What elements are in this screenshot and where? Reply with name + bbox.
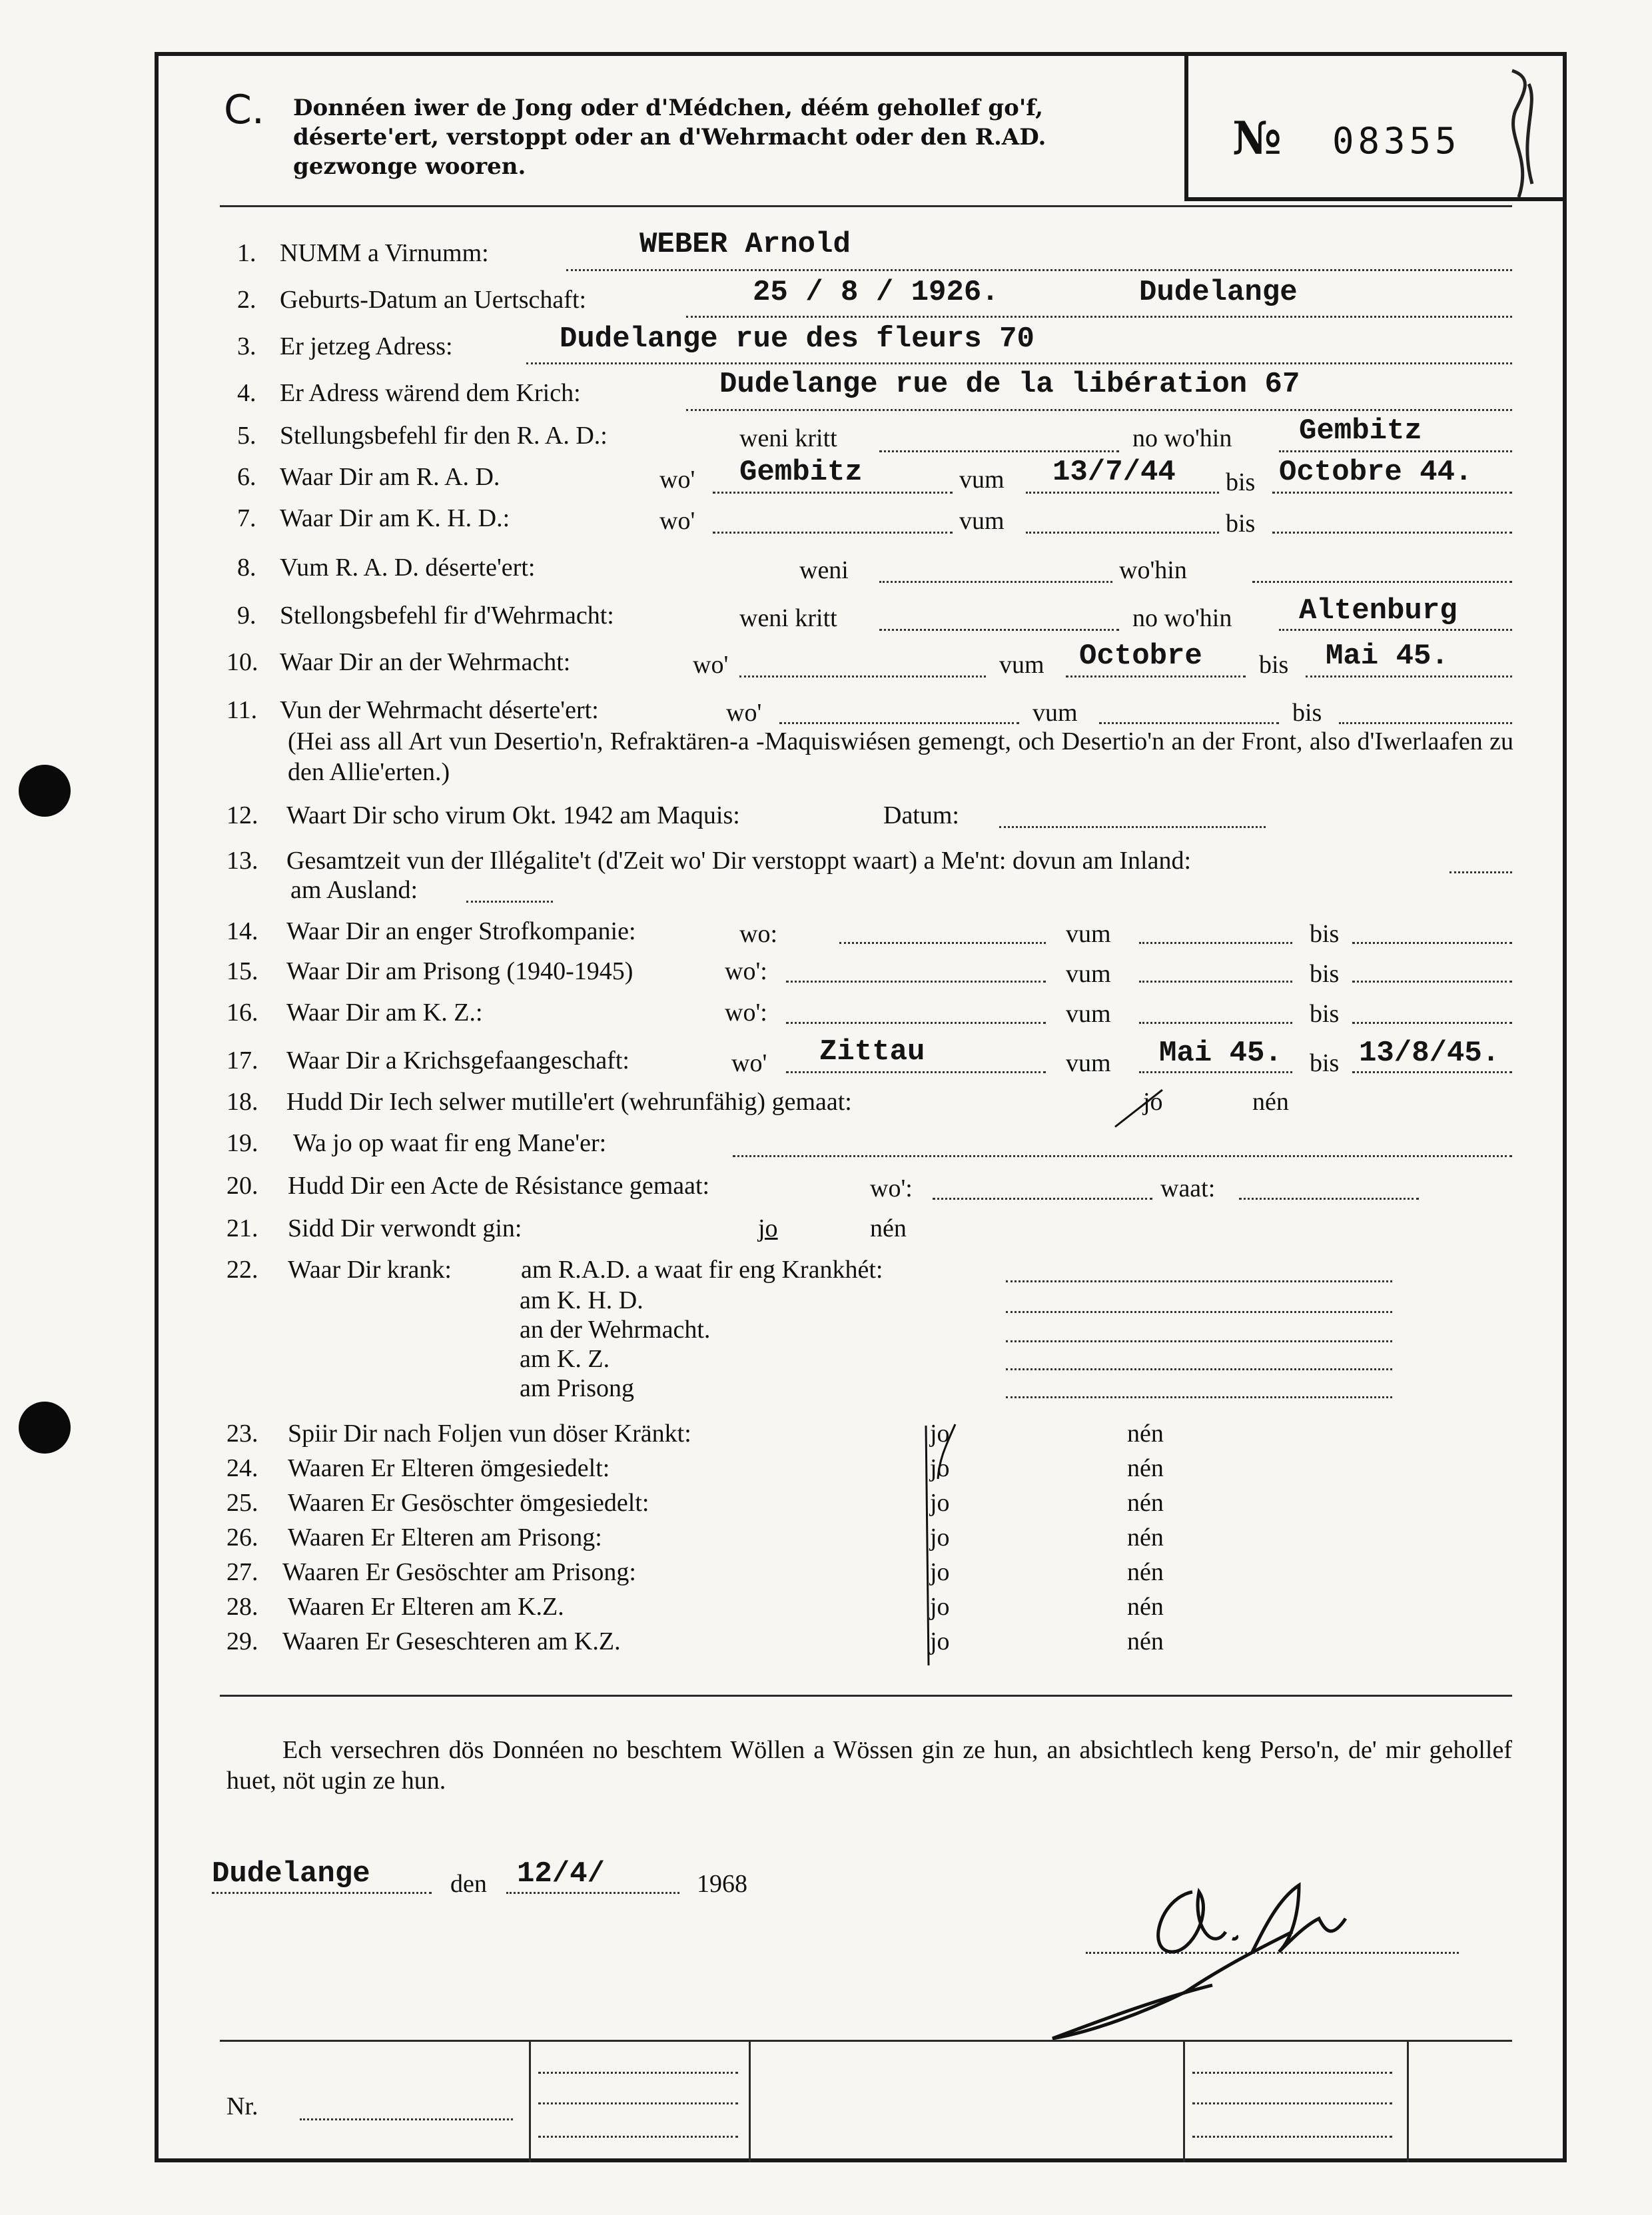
row-6-key-1: wo' xyxy=(659,466,695,494)
row-22-line-3 xyxy=(1006,1340,1392,1342)
row-8-label: Vum R. A. D. déserte'ert: xyxy=(280,554,536,582)
row-12-number: 12. xyxy=(226,801,258,829)
punch-hole-bottom xyxy=(19,1402,71,1454)
row-24-label: Waaren Er Elteren ömgesiedelt: xyxy=(288,1454,610,1482)
footer-c1-line-2 xyxy=(538,2102,738,2104)
row-7-line-3 xyxy=(1272,532,1512,534)
row-17-value-1: Zittau xyxy=(819,1035,925,1069)
row-8-line-2 xyxy=(1252,581,1512,583)
row-17-value-2: Mai 45. xyxy=(1159,1037,1282,1070)
row-8-number: 8. xyxy=(237,554,256,582)
row-15-line-3 xyxy=(1352,981,1512,983)
row-19-number: 19. xyxy=(226,1129,258,1157)
declaration-text: Ech versechren dös Donnéen no beschtem Wöllen a Wössen gin ze hun, an absichtlech keng Perso'n, de' mir gehollef huet, nöt ugin ze hun. xyxy=(226,1736,1512,1795)
footer-c1-line-3 xyxy=(538,2136,738,2138)
row-5-value-2: Gembitz xyxy=(1299,414,1422,448)
row-6-line-2 xyxy=(1026,492,1219,494)
row-5-key-2: no wo'hin xyxy=(1132,424,1232,452)
row-14-line-2 xyxy=(1139,942,1292,944)
row-17-line-2 xyxy=(1139,1071,1292,1073)
footer-c1-line-1 xyxy=(538,2072,738,2074)
row-28-nen: nén xyxy=(1127,1593,1164,1621)
row-21-number: 21. xyxy=(226,1214,258,1242)
row-7-number: 7. xyxy=(237,504,256,532)
row-22-line-1 xyxy=(1006,1280,1392,1282)
row-3-line xyxy=(526,362,1512,364)
signature-place: Dudelange xyxy=(212,1857,370,1891)
signature-den: den xyxy=(450,1870,487,1898)
row-22-sub-3: am K. Z. xyxy=(520,1345,610,1373)
row-16-number: 16. xyxy=(226,999,258,1027)
row-7-key-3: bis xyxy=(1226,510,1256,538)
row-22-line-2 xyxy=(1006,1311,1392,1313)
row-27-nen: nén xyxy=(1127,1558,1164,1586)
row-6-value-2: 13/7/44 xyxy=(1052,456,1176,489)
row-16-key-3: bis xyxy=(1310,1000,1340,1028)
row-18-key-1: jo xyxy=(1143,1088,1163,1116)
row-22-number: 22. xyxy=(226,1256,258,1284)
row-22-label: Waar Dir krank: xyxy=(288,1256,452,1284)
number-box-divider xyxy=(1184,52,1188,200)
row-9-number: 9. xyxy=(237,602,256,630)
row-20-key-1: wo': xyxy=(870,1174,913,1202)
row-4-line xyxy=(686,409,1512,411)
row-11-line-2 xyxy=(1099,722,1279,724)
signature-year: 1968 xyxy=(697,1870,747,1898)
row-21-key-2: nén xyxy=(870,1214,907,1242)
declaration-separator xyxy=(220,1695,1512,1697)
row-2-place: Dudelange xyxy=(1139,276,1298,309)
row-9-key-2: no wo'hin xyxy=(1132,604,1232,632)
footer-nr-line xyxy=(300,2118,513,2120)
row-8-key-1: weni xyxy=(799,556,849,584)
footer-col-2 xyxy=(749,2040,751,2162)
row-25-number: 25. xyxy=(226,1489,258,1517)
form-title: Donnéen iwer de Jong oder d'Médchen, déém gehollef go'f, déserte'ert, verstoppt oder an d'Wehrmacht oder den R.AD. gezwonge wooren. xyxy=(293,95,1046,180)
row-1-line xyxy=(566,269,1512,271)
row-1-label: NUMM a Virnumm: xyxy=(280,239,489,267)
row-10-key-3: bis xyxy=(1259,651,1289,679)
row-13-line-inland xyxy=(1449,871,1512,873)
row-15-label: Waar Dir am Prisong (1940-1945) xyxy=(286,957,633,985)
row-13-line-ausland xyxy=(466,901,553,903)
footer-col-4 xyxy=(1407,2040,1409,2162)
row-8-line-1 xyxy=(879,581,1112,583)
row-19-line xyxy=(733,1155,1512,1157)
row-11-note: (Hei ass all Art vun Desertio'n, Refraktären-a -Maquiswiésen gemengt, och Desertio'n an der Front, also d'Iwerlaafen zu den Allie'erten.) xyxy=(288,727,1513,786)
row-5-line-2 xyxy=(1279,450,1512,452)
row-18-label: Hudd Dir Iech selwer mutille'ert (wehrunfähig) gemaat: xyxy=(286,1088,852,1116)
row-14-label: Waar Dir an enger Strofkompanie: xyxy=(286,917,636,945)
row-2-line xyxy=(686,316,1512,318)
row-23-label: Spiir Dir nach Foljen vun döser Kränkt: xyxy=(288,1420,691,1448)
row-4-value: Dudelange rue de la libération 67 xyxy=(719,368,1300,401)
footer-c3-line-2 xyxy=(1192,2102,1392,2104)
row-4-label: Er Adress wärend dem Krich: xyxy=(280,379,581,407)
row-11-key-1: wo' xyxy=(726,699,762,727)
row-6-label: Waar Dir am R. A. D. xyxy=(280,463,500,491)
row-14-key-3: bis xyxy=(1310,920,1340,948)
row-22-sub-4: am Prisong xyxy=(520,1374,635,1402)
footer-col-1 xyxy=(529,2040,531,2162)
row-29-nen: nén xyxy=(1127,1627,1164,1655)
row-11-line-1 xyxy=(779,722,1019,724)
row-23-number: 23. xyxy=(226,1420,258,1448)
row-22-sub-1: am K. H. D. xyxy=(520,1286,643,1314)
row-1-number: 1. xyxy=(237,239,256,267)
row-7-line-1 xyxy=(713,532,953,534)
row-6-key-3: bis xyxy=(1226,468,1256,496)
row-16-key-1: wo': xyxy=(725,999,767,1027)
row-26-nen: nén xyxy=(1127,1524,1164,1551)
header-separator xyxy=(220,205,1512,207)
row-5-label: Stellungsbefehl fir den R. A. D.: xyxy=(280,422,608,450)
row-26-label: Waaren Er Elteren am Prisong: xyxy=(288,1524,602,1551)
row-22-key-1: am R.A.D. a waat fir eng Krankhét: xyxy=(521,1256,883,1284)
row-17-line-3 xyxy=(1352,1071,1512,1073)
row-19-label: Wa jo op waat fir eng Mane'er: xyxy=(293,1129,607,1157)
row-16-label: Waar Dir am K. Z.: xyxy=(286,999,483,1027)
row-29-jo: jo xyxy=(930,1627,950,1655)
row-6-value-3: Octobre 44. xyxy=(1279,456,1473,489)
row-24-number: 24. xyxy=(226,1454,258,1482)
row-24-nen: nén xyxy=(1127,1454,1164,1482)
corner-handwriting-mark xyxy=(1492,64,1552,217)
row-10-label: Waar Dir an der Wehrmacht: xyxy=(280,648,571,676)
row-22-line-5 xyxy=(1006,1396,1392,1398)
form-number: 08355 xyxy=(1332,120,1461,162)
row-20-label: Hudd Dir een Acte de Résistance gemaat: xyxy=(288,1172,710,1200)
row-10-key-2: vum xyxy=(999,651,1044,679)
row-6-line-3 xyxy=(1272,492,1512,494)
signature-place-line xyxy=(212,1892,432,1894)
row-15-key-2: vum xyxy=(1066,960,1111,988)
punch-hole-top xyxy=(19,765,71,817)
row-26-jo: jo xyxy=(930,1524,950,1551)
row-14-number: 14. xyxy=(226,917,258,945)
row-3-value: Dudelange rue des fleurs 70 xyxy=(560,322,1034,356)
row-13-key-2: am Ausland: xyxy=(290,876,418,904)
row-12-line-1 xyxy=(999,826,1266,828)
row-9-key-1: weni kritt xyxy=(739,604,837,632)
row-16-line-2 xyxy=(1139,1022,1292,1024)
row-28-number: 28. xyxy=(226,1593,258,1621)
row-10-line-1 xyxy=(739,675,986,677)
handwritten-signature xyxy=(1013,1852,1359,2052)
row-10-line-2 xyxy=(1066,675,1246,677)
row-29-label: Waaren Er Geseschteren am K.Z. xyxy=(282,1627,621,1655)
footer-c3-line-1 xyxy=(1192,2072,1392,2074)
row-11-label: Vun der Wehrmacht déserte'ert: xyxy=(280,696,599,724)
row-5-line-1 xyxy=(879,450,1119,452)
signature-date-line xyxy=(506,1892,679,1894)
row-12-key-1: Datum: xyxy=(883,801,959,829)
row-2-label: Geburts-Datum an Uertschaft: xyxy=(280,286,587,314)
row-4-number: 4. xyxy=(237,379,256,407)
row-6-line-1 xyxy=(713,492,953,494)
row-27-jo: jo xyxy=(930,1558,950,1586)
row-9-value-2: Altenburg xyxy=(1299,594,1457,628)
row-15-line-2 xyxy=(1139,981,1292,983)
row-20-line-1 xyxy=(933,1198,1152,1200)
row-23-nen: nén xyxy=(1127,1420,1164,1448)
row-9-line-1 xyxy=(879,629,1119,631)
row-10-line-3 xyxy=(1306,675,1512,677)
row-10-value-3: Mai 45. xyxy=(1326,640,1449,673)
row-2-number: 2. xyxy=(237,286,256,314)
row-21-key-1: jo xyxy=(758,1214,778,1242)
row-13-number: 13. xyxy=(226,847,258,875)
row-10-value-2: Octobre xyxy=(1079,640,1202,673)
row-25-nen: nén xyxy=(1127,1489,1164,1517)
row-3-number: 3. xyxy=(237,332,256,360)
footer-c3-line-3 xyxy=(1192,2136,1392,2138)
row-15-number: 15. xyxy=(226,957,258,985)
row-3-label: Er jetzeg Adress: xyxy=(280,332,453,360)
footer-top-rule xyxy=(220,2040,1512,2042)
row-5-key-1: weni kritt xyxy=(739,424,837,452)
row-18-number: 18. xyxy=(226,1088,258,1116)
row-7-line-2 xyxy=(1026,532,1219,534)
row-28-label: Waaren Er Elteren am K.Z. xyxy=(288,1593,564,1621)
row-18-key-2: nén xyxy=(1252,1088,1289,1116)
row-25-label: Waaren Er Gesöschter ömgesiedelt: xyxy=(288,1489,649,1517)
row-9-label: Stellongsbefehl fir d'Wehrmacht: xyxy=(280,602,614,630)
row-20-line-2 xyxy=(1239,1198,1419,1200)
row-10-number: 10. xyxy=(226,648,258,676)
row-11-number: 11. xyxy=(226,696,258,724)
row-1-value: WEBER Arnold xyxy=(639,228,851,261)
row-21-label: Sidd Dir verwondt gin: xyxy=(288,1214,522,1242)
section-letter: C. xyxy=(224,87,264,133)
row-12-label: Waart Dir scho virum Okt. 1942 am Maquis: xyxy=(286,801,740,829)
row-20-key-2: waat: xyxy=(1160,1174,1216,1202)
row-17-number: 17. xyxy=(226,1047,258,1075)
row-16-line-3 xyxy=(1352,1022,1512,1024)
row-17-key-1: wo' xyxy=(731,1049,767,1077)
row-17-key-2: vum xyxy=(1066,1049,1111,1077)
jo-column-strike xyxy=(919,1419,973,1672)
row-15-key-1: wo': xyxy=(725,957,767,985)
row-27-number: 27. xyxy=(226,1558,258,1586)
row-28-jo: jo xyxy=(930,1593,950,1621)
number-sign: № xyxy=(1232,112,1282,165)
row-22-sub-2: an der Wehrmacht. xyxy=(520,1316,711,1344)
row-14-line-1 xyxy=(839,942,1046,944)
row-17-label: Waar Dir a Krichsgefaangeschaft: xyxy=(286,1047,629,1075)
row-6-key-2: vum xyxy=(959,466,1005,494)
row-17-value-3: 13/8/45. xyxy=(1359,1037,1500,1070)
row-23-jo: jo xyxy=(930,1420,950,1448)
row-16-key-2: vum xyxy=(1066,1000,1111,1028)
row-11-key-3: bis xyxy=(1292,699,1322,727)
row-16-line-1 xyxy=(786,1022,1046,1024)
footer-nr-label: Nr. xyxy=(226,2092,258,2120)
row-29-number: 29. xyxy=(226,1627,258,1655)
row-15-line-1 xyxy=(786,981,1046,983)
row-5-number: 5. xyxy=(237,422,256,450)
row-17-key-3: bis xyxy=(1310,1049,1340,1077)
row-8-key-2: wo'hin xyxy=(1119,556,1187,584)
row-15-key-3: bis xyxy=(1310,960,1340,988)
row-14-key-1: wo: xyxy=(739,920,777,948)
row-2-value: 25 / 8 / 1926. xyxy=(753,276,999,309)
row-9-line-2 xyxy=(1279,629,1512,631)
row-6-value-1: Gembitz xyxy=(739,456,863,489)
row-7-label: Waar Dir am K. H. D.: xyxy=(280,504,510,532)
row-25-jo: jo xyxy=(930,1489,950,1517)
signature-date: 12/4/ xyxy=(517,1857,606,1891)
footer-col-3 xyxy=(1183,2040,1185,2162)
row-7-key-2: vum xyxy=(959,507,1005,535)
row-13-label: Gesamtzeit vun der Illégalite't (d'Zeit wo' Dir verstoppt waart) a Me'nt: dovun am Inland: xyxy=(286,847,1192,875)
row-10-key-1: wo' xyxy=(693,651,729,679)
row-6-number: 6. xyxy=(237,463,256,491)
row-20-number: 20. xyxy=(226,1172,258,1200)
row-14-key-2: vum xyxy=(1066,920,1111,948)
row-7-key-1: wo' xyxy=(659,507,695,535)
row-26-number: 26. xyxy=(226,1524,258,1551)
row-11-line-3 xyxy=(1339,722,1512,724)
row-17-line-1 xyxy=(786,1071,1046,1073)
row-24-jo: jo xyxy=(930,1454,950,1482)
row-27-label: Waaren Er Gesöschter am Prisong: xyxy=(282,1558,636,1586)
row-14-line-3 xyxy=(1352,942,1512,944)
row-11-key-2: vum xyxy=(1032,699,1078,727)
row-22-line-4 xyxy=(1006,1368,1392,1370)
